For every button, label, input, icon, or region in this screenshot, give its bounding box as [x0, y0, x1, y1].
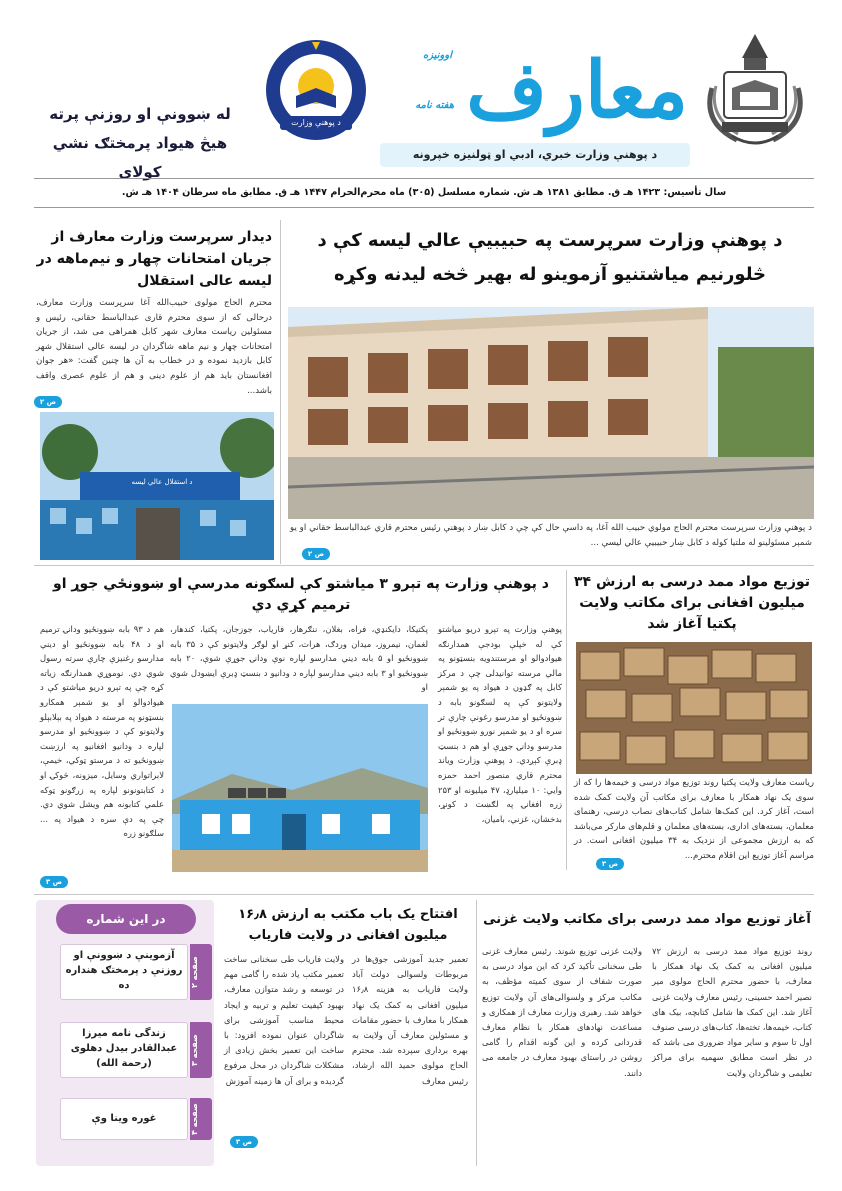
faryab-headline: افتتاح یک باب مکتب به ارزش ۱۶٫۸ میلیون افغانی در ولایت فاریاب [238, 907, 458, 943]
divider [566, 570, 567, 870]
boxes-image [576, 642, 812, 774]
faryab-page-ref: ص ۳ [230, 1136, 258, 1148]
schools-headline: د پوهنې وزارت په تېرو ۳ میاشتو کې لسګونه مدرسې او ښوونځي جوړ او ترمیم کړي دي [53, 576, 549, 613]
divider [34, 894, 814, 895]
schools-page-ref: ص ۳ [40, 876, 68, 888]
ghazni-col2: ولایت غزنی توزیع شوند. رئیس معارف غزنی طی سخنانی تأکید کرد که این مواد درسی به صورت شفاف از سوی کمیته مؤظف، به مکاتب مرکز و ولسوالی‌های آن ولایت توزیع خواهد شد. رهبری وزارت معارف از همکاری و مساعدت نهادهای همکار با نظام معارف قدردانی کرده و این گونه اقدام را گامی روشن در راستای بهبود معارف در جامعه می دانند. [482, 946, 642, 1078]
toc-title: در این شماره [86, 912, 166, 926]
slogan: له ښوونې او روزنې پرته هیڅ هیواد پرمختګ نشي کولای [49, 105, 231, 181]
toc-title-band [56, 904, 196, 934]
ghazni-col1: روند توزیع مواد ممد درسی به ارزش ۷۲ میلیون افغانی به کمک یک نهاد همکار با معارف، با حضور محترم الحاج مولوی میر نصیر احمد حسینی، رئیس معارف ولایت غزنی آغاز شد. این کمک ها شامل کتابچه، بیک های کتاب، خیمه‌ها، تخته‌ها، کتاب‌های درسی صنوف اول تا سوم و سایر مواد ضروری می باشد که در نظر است مطابق سهمیه برای مراکز تعلیمی و شاگردان ولایت [652, 946, 812, 1078]
distribution-page-ref: ص ۳ [596, 858, 624, 870]
emblem-icon [692, 28, 818, 152]
emblem [692, 28, 818, 152]
lead-photo [288, 307, 814, 519]
schools-col1: پوهنې وزارت په تېرو دریو میاشتو کې له خپلې بودجې همدارنګه هیوادوالو او مرستندویه بنسټونو په مالي مرسته توانیدلی چې د مرکز کابل په ګډون د هیواد په یو شمېر ولایتونو کې په لسګونو بابه د ښوونځیو او مدرسو رغونې چارې تر سره او د یو شمېر نورو ښوونځیو او مدرسو ودانۍ جوړې او هم د بنسټ ډبرې کېږدي. د پوهنې وزارت وياند محترم قاري منصور احمد حمزه وایي: ۱۰ میلیارډ، ۴۷ میلیونه او ۲۵۳ زره افغانۍ په لګښت د کونړ، بدخشان، غزني، بامیان، [438, 624, 562, 824]
lead-caption: د پوهنې وزارت سرپرست محترم الحاج مولوي حبیب الله آغا، په داسې حال کې چې د کابل ښار د پوهنې رئیس محترم قاري عبدالباسط حقاني او يو شمېر مسئولینو له ملتیا کوله د کابل ښار حبیبیې عالي لیسې ... [290, 523, 812, 548]
masthead-tagline [380, 143, 690, 167]
faryab-col1: تعمیر جدید آموزشی جوق‌ها در مربوطات ولسوالی دولت آباد ولایت فاریاب به هزینه ۱۶٫۸ میلیون افغانی به کمک یک نهاد همکار با معارف با حضور مقامات و مسئولین معارف آن ولایت به بهره برداری سپرده شد. محترم الحاج مولوی حمید الله ارشاد، رئیس معارف [352, 954, 468, 1086]
divider [280, 220, 281, 564]
toc-item[interactable] [60, 944, 188, 1000]
faryab-col2: ولایت فاریاب طی سخنانی ساخت تعمیر مکتب یاد شده را گامی مهم در توسعه و رشد متوازن معارف، بهبود کیفیت تعلیم و تربیه و ایجاد محیط مناسب آموزشی برای شاگردان عنوان نموده افزود: با ساخت این تعمیر بخش زیادی از مشکلات شاگردان در محل مرفوع گردیده و برای آن ها زمینه آموزش [224, 954, 344, 1086]
toc-item-tab: صفحه ۴ [190, 1098, 212, 1140]
toc-item-text: زندگی نامه میرزا عبدالقادر بیدل دهلوی (رحمة الله) [70, 1028, 178, 1069]
visit-page-ref: ص ۲ [34, 396, 62, 408]
visit-photo [40, 412, 274, 560]
divider [34, 565, 814, 566]
lead-page-ref: ص ۲ [302, 548, 330, 560]
ministry-seal [262, 36, 370, 144]
school-building-image [288, 307, 814, 519]
masthead-title: معارف [466, 45, 688, 136]
edition-label: اوونیزه [423, 50, 452, 61]
distribution-headline: توزیع مواد ممد درسی به ارزش ۳۴ میلیون افغانی برای مکاتب ولایت پکتیا آغاز شد [574, 574, 810, 632]
schools-photo [172, 704, 428, 872]
toc-item-tab: صفحه ۲ [190, 944, 212, 1000]
toc-item[interactable] [60, 1022, 188, 1078]
seal-banner: د پوهنې وزارت [280, 116, 352, 130]
divider [476, 900, 477, 1166]
weekly-label: هفته نامه [415, 100, 454, 111]
school-gate-image [40, 412, 274, 560]
dateline: سال تأسیس: ۱۴۲۳ هـ ق. مطابق ۱۳۸۱ هـ ش. شماره مسلسل (۳۰۵) ماه محرم‌الحرام ۱۴۴۷ هـ ق. مطابق ماه سرطان ۱۴۰۴ هـ ش. [34, 178, 814, 208]
visit-headline: دیدار سرپرست وزارت معارف از جریان امتحانات چهار و نیم‌ماهه در لیسه عالی استقلال [36, 229, 272, 289]
visit-banner-text: د استقلال عالي لیسه [131, 478, 193, 486]
schools-col2: پکتیکا، دایکنډي، فراه، بغلان، ننګرهار، فاریاب، جوزجان، پکتیا، کندهار، لغمان، نیمروز، میدان وردګ، هرات، کنړ او لوګر ولایتونو کې د ۳۵ بابه ښوونځیو او ۵ بابه دیني مدارسو لپاره نوې ودانۍ جوړې شوې، ۲۰ بابه ښوونځیو او ۳ بابه دیني مدارسو لپاره د ودانیو د بنسټ ډبرې ایښودل شوي او [170, 624, 428, 693]
tagline-text: د پوهنې وزارت خبري، ادبي او ټولنیزه خپرونه [412, 148, 658, 161]
schools-col3: هم د ۹۳ بابه ښوونځیو ودانۍ ترمیم او د ۴۸ بابه ښوونځیو او دیني مدارسو رغنيزې چارې سرته رسول شوي دي. نوموړي همدارنګه زیاته کړه چې په تېرو دریو میاشتو کې د هیوادوالو او یو شمېر همکارو بنسټونو په مرسته د هیواد په بېلابېلو ولایتونو کې د ښوونځیو او مدرسو لپاره د ودانیو افغانيو په ارزښت ښوونځیو ته د مرستو ټوکي، خيمې، لابراتواري وسایل، میزونه، څوکۍ او د کتابتونونو لپاره په زرګونو ټوکه علمي کتابونه هم ویشل شوي دي. چې په دې سره د هیواد په ... سلګونو زره [40, 624, 164, 839]
toc-item-text: آزموینې د ښوونې او روزنې د پرمختګ هنداره ده [65, 950, 183, 991]
ghazni-headline: آغاز توزیع مواد ممد درسی برای مکاتب ولایت غزنی [483, 912, 811, 927]
visit-body: محترم الحاج مولوی حبیب‌الله آغا سرپرست وزارت معارف، درحالی که از سوی محترم قاری عبدالباسط حقانی، رئیس و مسئولین ریاست معارف شهر کابل همراهی می شد، از جریان امتحانات چهار و نیم ماهه شاگردان در لیسه عالی استقلال شهر کابل بازدید نموده و در خطاب به آن ها چنین گفت: «هر جوان افغانستان باید هم از علوم دینی و هم از علوم عصری واقف باشد... [36, 298, 272, 396]
distribution-photo [576, 642, 812, 774]
toc-item[interactable] [60, 1098, 188, 1140]
lead-headline: د پوهنې وزارت سرپرست په حبیبیې عالي لیسه کې د څلورنیم میاشتنیو آزموینو له بهیر څخه لیدنه وکړه [317, 230, 783, 285]
toc-item-tab: صفحه ۳ [190, 1022, 212, 1078]
new-school-image [172, 704, 428, 872]
distribution-body: ریاست معارف ولایت پکتیا روند توزیع مواد درسی و خیمه‌ها را که از سوی یک نهاد همکار با معارف برای مکاتب آن ولایت کمک شده است، آغاز کرد. این کمک‌ها شامل کتاب‌های نصاب درسی، رهنمای معلمان، بسته‌های اداری، بسته‌های معلمان و قلم‌های مارکر می‌باشد که به ارزش مجموعی از نزدیک به ۳۴ میلیون افغانی است. در مراسم آغاز توزیع این اقلام محترم... [574, 778, 814, 861]
toc-item-text: غوره وینا وې [91, 1113, 157, 1124]
